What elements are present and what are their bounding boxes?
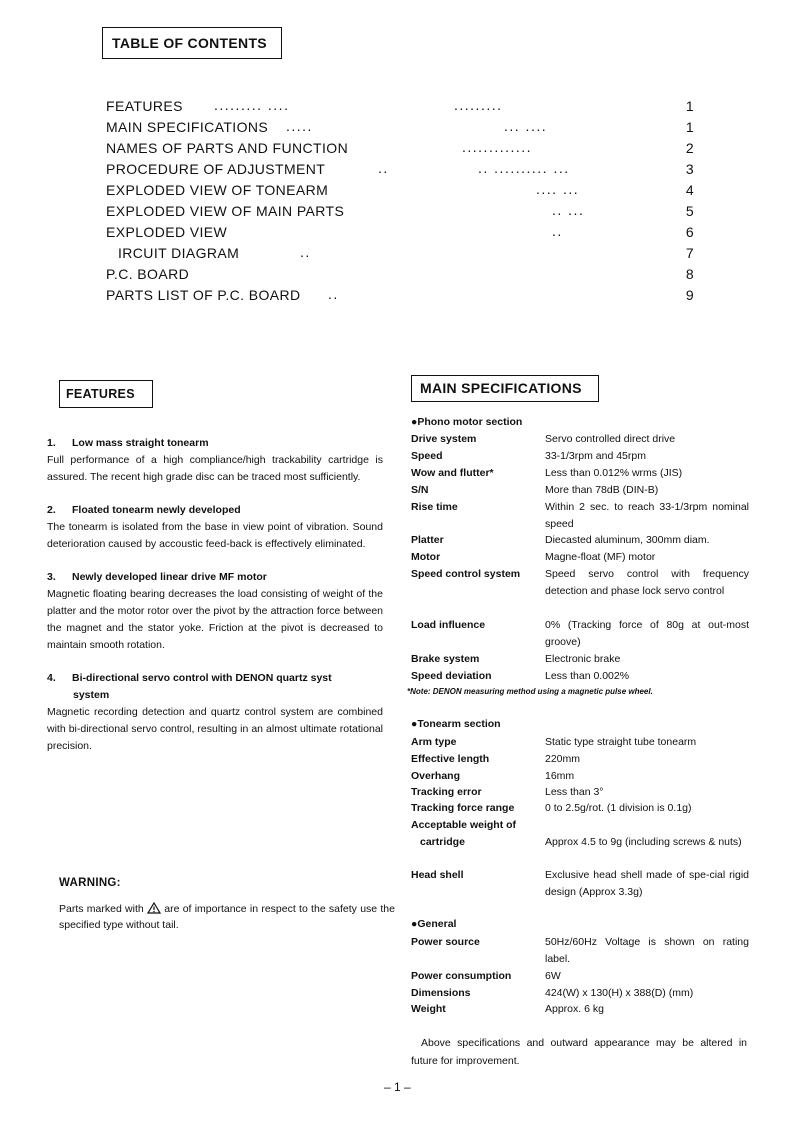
feature-heading-text: Newly developed linear drive MF motor — [72, 571, 267, 583]
spec-key: Rise time — [411, 501, 458, 513]
spec-value: Magne-float (MF) motor — [545, 551, 656, 563]
toc-item-page: 9 — [685, 287, 694, 303]
spec-key: Overhang — [411, 770, 461, 782]
toc-item-page: 5 — [685, 203, 694, 219]
feature-body: Magnetic recording detection and quartz control system are combined with bi-directional servo control, resulting in an almost ultimate rotational precision. — [47, 706, 383, 752]
toc-item-label: IRCUIT DIAGRAM — [118, 245, 240, 261]
spec-value: Diecasted aluminum, 300mm diam. — [545, 534, 710, 546]
toc-item[interactable] — [106, 161, 694, 181]
spec-value: More than 78dB (DIN-B) — [545, 484, 659, 496]
toc-item-page: 7 — [685, 245, 694, 261]
feature-body: Magnetic floating bearing decreases the load consisting of weight of the platter and the motor rotor over the pivot by the attraction force between the magnet and the stator yoke. Friction at the pivot is decreased to maintain smooth rotation. — [47, 588, 383, 651]
toc-item[interactable] — [106, 140, 694, 160]
spec-key: Speed control system — [411, 568, 521, 580]
spec-value: 6W — [545, 970, 561, 982]
page-number: – 1 – — [384, 1080, 411, 1094]
feature-heading-text: Bi-directional servo control with DENON quartz syst — [72, 672, 332, 684]
spec-key: Platter — [411, 534, 444, 546]
spec-key: Weight — [411, 1003, 446, 1015]
feature-number: 1. — [47, 437, 56, 449]
toc-item-label: EXPLODED VIEW OF TONEARM — [106, 182, 329, 198]
toc-item-page: 2 — [685, 140, 694, 156]
spec-value: Within 2 sec. to reach 33-1/3rpm nominal speed — [545, 501, 749, 530]
spec-key: Tracking force range — [411, 802, 515, 814]
toc-item-page: 1 — [685, 98, 694, 114]
warning-triangle-icon — [147, 902, 161, 914]
spec-value: Servo controlled direct drive — [545, 433, 676, 445]
feature-heading — [47, 437, 209, 449]
toc-title: TABLE OF CONTENTS — [102, 27, 282, 59]
toc-item-label: EXPLODED VIEW OF MAIN PARTS — [106, 203, 345, 219]
spec-key: Motor — [411, 551, 441, 563]
toc-item[interactable] — [106, 182, 694, 202]
feature-heading — [47, 504, 241, 516]
toc-leader: ... .... — [504, 118, 548, 134]
toc-leader: ............. — [462, 139, 533, 155]
spec-key: cartridge — [420, 836, 465, 848]
feature-number: 4. — [47, 672, 56, 684]
spec-key: Brake system — [411, 653, 480, 665]
spec-key: Power source — [411, 936, 480, 948]
toc-item[interactable] — [106, 287, 694, 307]
toc-item[interactable] — [106, 224, 694, 244]
spec-value: 0% (Tracking force of 80g at out-most groove) — [545, 619, 749, 648]
toc-leader: .. — [328, 286, 339, 302]
toc-leader: ......... .... — [214, 97, 290, 113]
toc-leader: .. — [300, 244, 311, 260]
spec-key: Head shell — [411, 869, 464, 881]
spec-key: Arm type — [411, 736, 457, 748]
spec-key: Tracking error — [411, 786, 482, 798]
spec-value: Less than 3° — [545, 786, 604, 798]
toc-item-label: P.C. BOARD — [106, 266, 190, 282]
spec-key: Dimensions — [411, 987, 471, 999]
spec-value: Less than 0.012% wrms (JIS) — [545, 467, 683, 479]
feature-heading-continued: system — [73, 689, 110, 701]
spec-value: Static type straight tube tonearm — [545, 736, 697, 748]
feature-number: 3. — [47, 571, 56, 583]
toc-item[interactable] — [106, 119, 694, 139]
feature-heading-text: Floated tonearm newly developed — [72, 504, 241, 516]
toc-leader: ..... — [286, 118, 313, 134]
warning-text-before: Parts marked with — [59, 903, 144, 915]
toc-item-label: PROCEDURE OF ADJUSTMENT — [106, 161, 326, 177]
feature-heading — [47, 571, 267, 583]
toc-item-label: PARTS LIST OF P.C. BOARD — [106, 287, 301, 303]
toc-item-page: 8 — [685, 266, 694, 282]
toc-item-page: 4 — [685, 182, 694, 198]
toc-item[interactable] — [106, 203, 694, 223]
spec-section-heading: ●Phono motor section — [411, 416, 523, 428]
feature-heading — [47, 672, 332, 684]
spec-value: Electronic brake — [545, 653, 621, 665]
spec-value: 0 to 2.5g/rot. (1 division is 0.1g) — [545, 802, 692, 814]
toc-item-page: 3 — [685, 161, 694, 177]
spec-value: Speed servo control with frequency detection and phase lock servo control — [545, 568, 749, 597]
feature-heading-text: Low mass straight tonearm — [72, 437, 209, 449]
spec-value: Less than 0.002% — [545, 670, 630, 682]
feature-body: Full performance of a high compliance/high trackability cartridge is assured. The recent high grade disc can be traced most sufficiently. — [47, 454, 383, 483]
toc-item-page: 6 — [685, 224, 694, 240]
spec-value: 424(W) x 130(H) x 388(D) (mm) — [545, 987, 694, 999]
toc-leader: .. ... — [552, 202, 585, 218]
features-title: FEATURES — [59, 380, 153, 408]
spec-section-heading: ●General — [411, 918, 457, 930]
spec-value: Approx. 6 kg — [545, 1003, 604, 1015]
warning-text — [59, 901, 395, 933]
toc-item-label: EXPLODED VIEW — [106, 224, 228, 240]
spec-key: Acceptable weight of — [411, 819, 517, 831]
spec-key: Drive system — [411, 433, 477, 445]
spec-key: Speed deviation — [411, 670, 492, 682]
specs-footer-note: Above specifications and outward appearance may be altered in future for improvement. — [411, 1037, 747, 1067]
spec-key: Speed — [411, 450, 443, 462]
spec-key: Wow and flutter* — [411, 467, 494, 479]
toc-item[interactable] — [106, 98, 694, 118]
feature-number: 2. — [47, 504, 56, 516]
spec-value: Exclusive head shell made of spe-cial rigid design (Approx 3.3g) — [545, 869, 749, 898]
warning-title: WARNING: — [59, 877, 121, 889]
toc-leader: .... ... — [536, 181, 580, 197]
spec-value: 220mm — [545, 753, 581, 765]
toc-leader: .. — [378, 160, 389, 176]
warning-text-after: are of importance in respect to the safety use the specified type without tail. — [59, 903, 395, 931]
toc-item-page: 1 — [685, 119, 694, 135]
toc-leader: .. — [552, 223, 563, 239]
toc-leader: .. .......... ... — [478, 160, 570, 176]
toc-item-label: NAMES OF PARTS AND FUNCTION — [106, 140, 349, 156]
spec-value: 33-1/3rpm and 45rpm — [545, 450, 646, 462]
toc-item-label: FEATURES — [106, 98, 183, 114]
specs-title: MAIN SPECIFICATIONS — [411, 375, 599, 402]
spec-key: S/N — [411, 484, 429, 496]
toc-item-label: MAIN SPECIFICATIONS — [106, 119, 269, 135]
spec-value: 50Hz/60Hz Voltage is shown on rating label. — [545, 936, 749, 965]
spec-value: 16mm — [545, 770, 575, 782]
spec-value: Approx 4.5 to 9g (including screws & nuts) — [545, 836, 742, 848]
toc-leader: ......... — [454, 97, 503, 113]
toc-item[interactable] — [106, 266, 694, 286]
spec-key: Load influence — [411, 619, 486, 631]
spec-section-heading: ●Tonearm section — [411, 718, 501, 730]
spec-key: Power consumption — [411, 970, 512, 982]
toc-item[interactable] — [106, 245, 694, 265]
spec-key: Effective length — [411, 753, 490, 765]
spec-note: *Note: DENON measuring method using a magnetic pulse wheel. — [407, 687, 653, 696]
feature-body: The tonearm is isolated from the base in view point of vibration. Sound deterioration caused by accoustic feed-back is effectively eliminated. — [47, 521, 383, 550]
